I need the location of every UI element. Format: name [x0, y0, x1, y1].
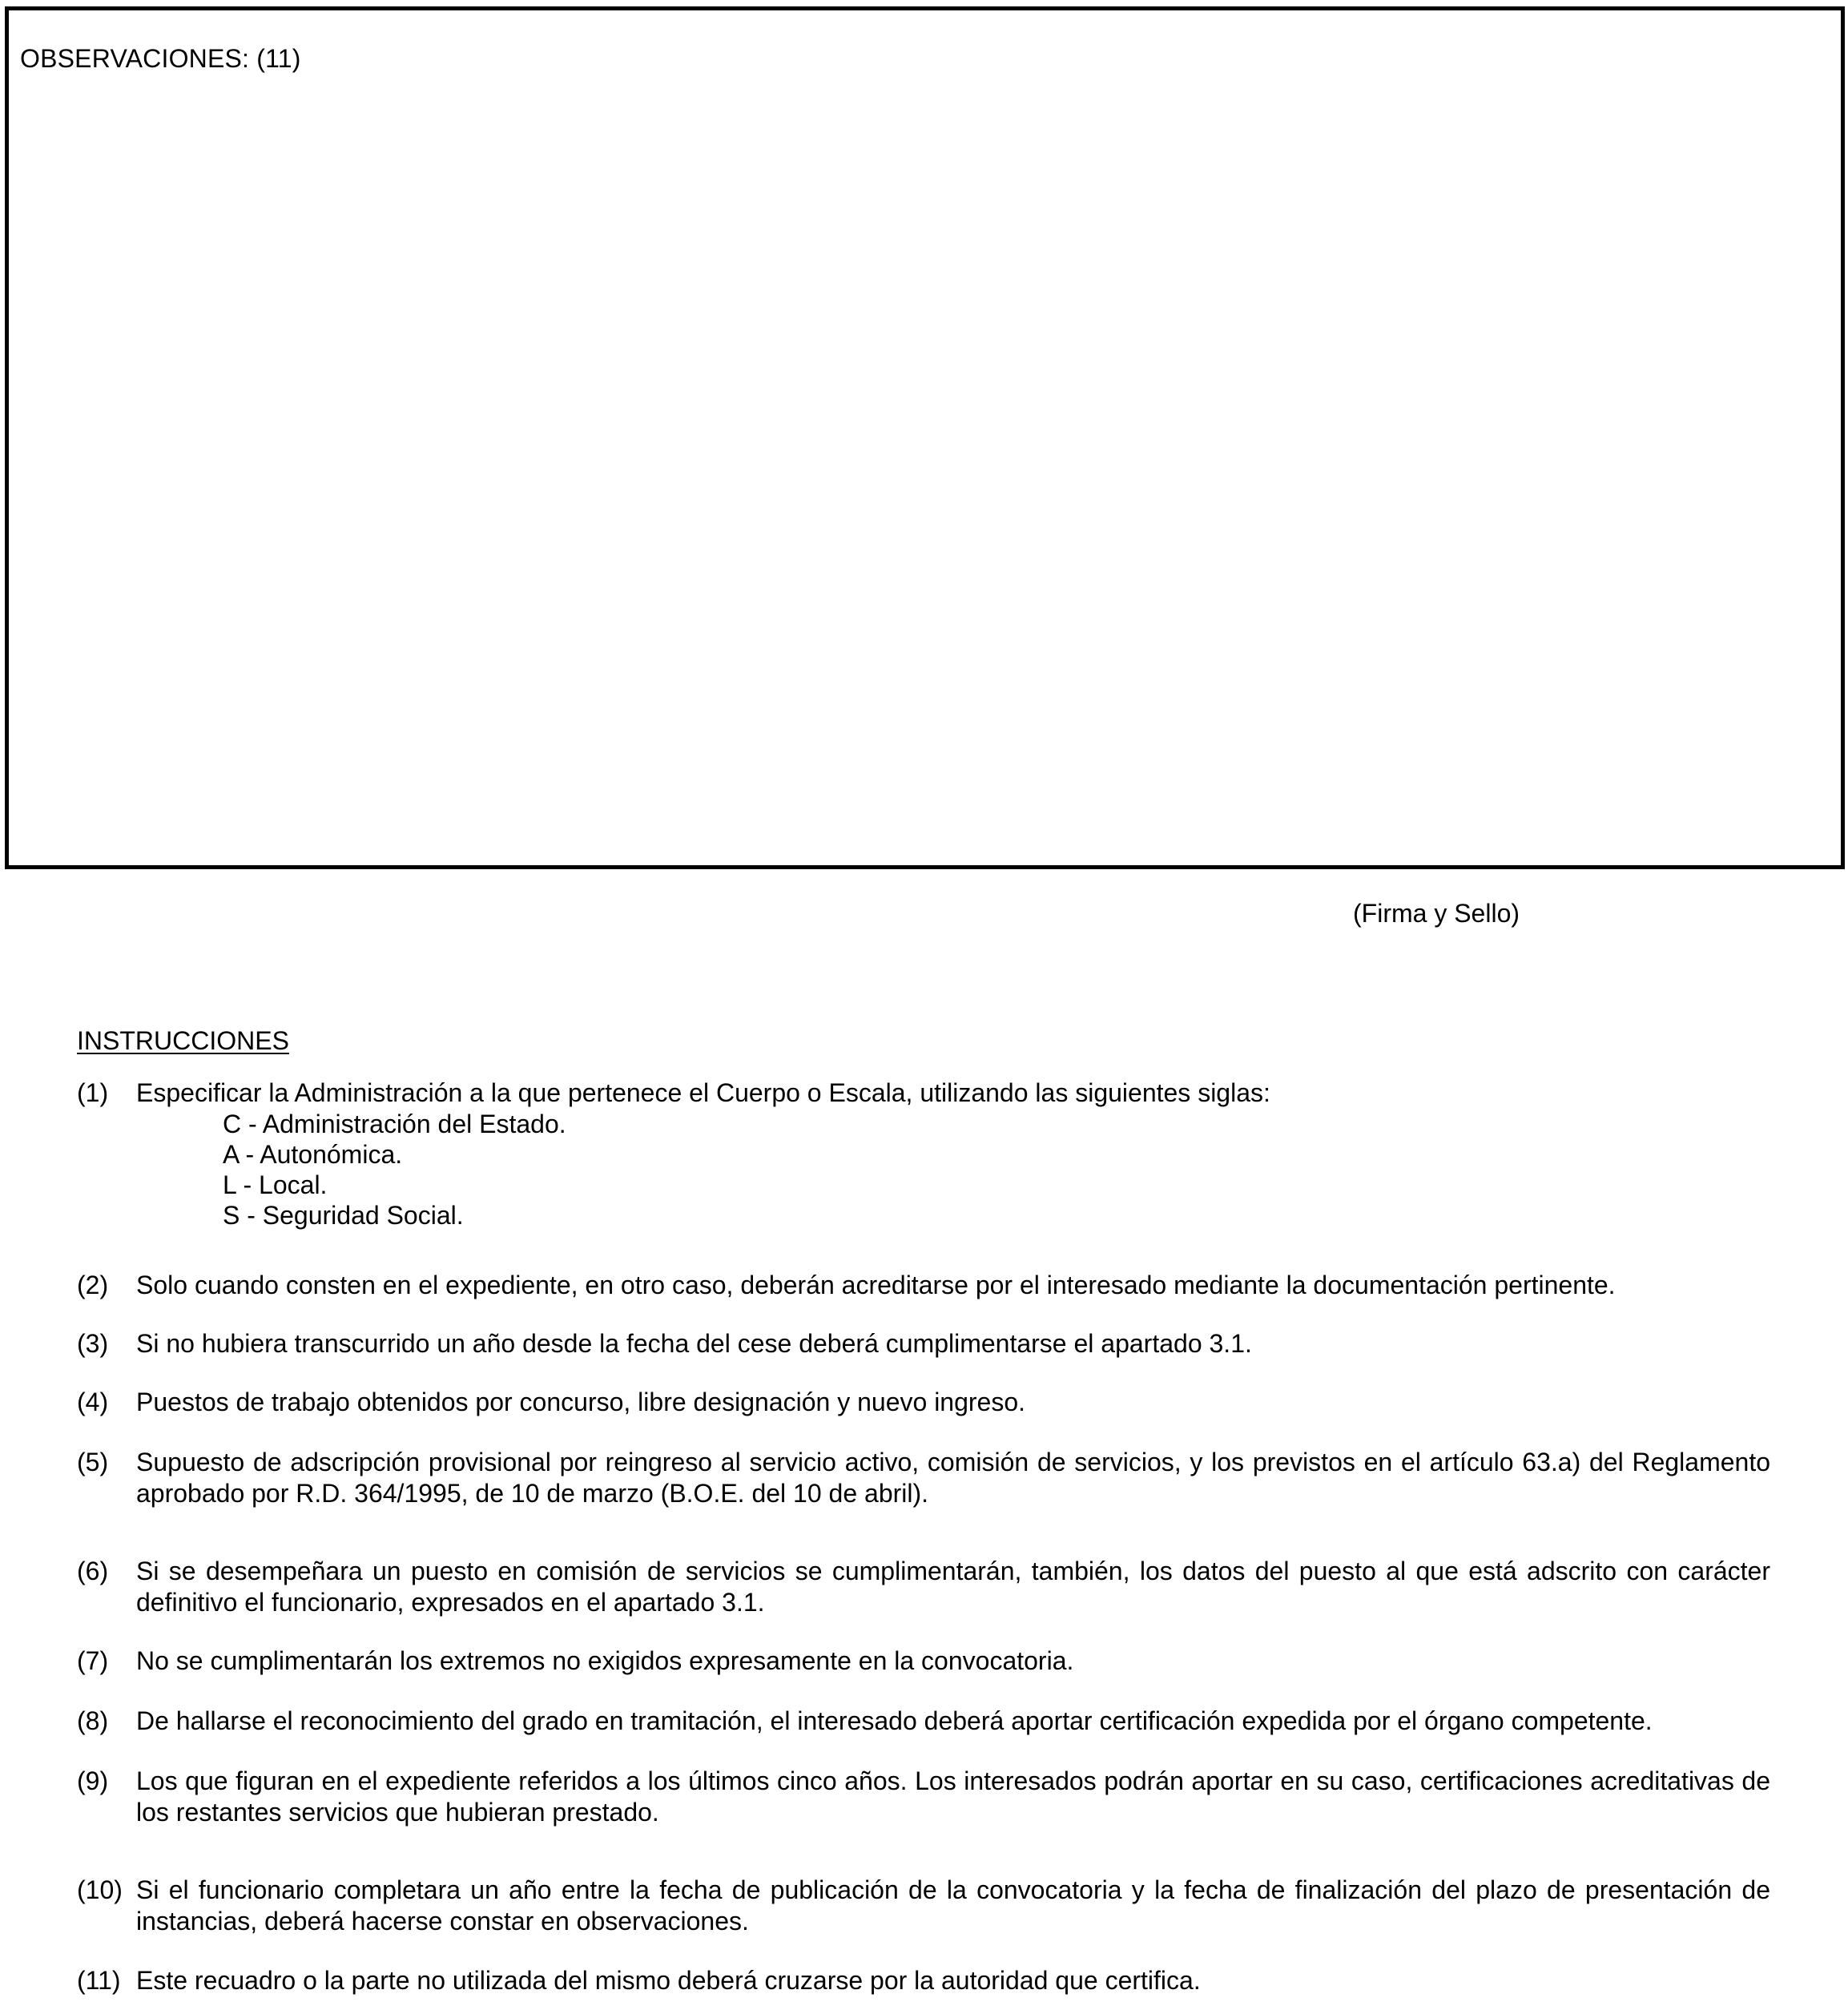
instruction-item-9 — [77, 1766, 1770, 1828]
observaciones-label: OBSERVACIONES: (11) — [20, 44, 301, 73]
instruction-text: Los que figuran en el expediente referidos a los últimos cinco años. Los interesados podrán aportar en su caso, certificaciones acreditativas de los restantes servicios que hubieran prestado. — [136, 1766, 1770, 1827]
instruction-item-10 — [77, 1875, 1770, 1937]
observaciones-box — [5, 6, 1845, 869]
instruction-number: (9) — [77, 1766, 109, 1795]
instruction-item-11 — [77, 1965, 1770, 1996]
instruction-number: (5) — [77, 1448, 109, 1476]
instruction-text: Especificar la Administración a la que pertenece el Cuerpo o Escala, utilizando las siguientes siglas: — [136, 1078, 1270, 1107]
sigla-item-s: S - Seguridad Social. — [223, 1201, 464, 1230]
instruction-item-1 — [77, 1078, 1770, 1109]
instruction-text: Supuesto de adscripción provisional por reingreso al servicio activo, comisión de servicios, y los previstos en el artículo 63.a) del Reglamento aprobado por R.D. 364/1995, de 10 de marzo (B.O.E. del 10 de abril). — [136, 1448, 1770, 1508]
instruction-item-3 — [77, 1328, 1770, 1359]
sigla-item-a: A - Autonómica. — [223, 1140, 403, 1169]
instruction-number: (4) — [77, 1388, 109, 1416]
instruction-item-2 — [77, 1270, 1770, 1301]
instruction-item-4 — [77, 1387, 1770, 1418]
instruction-text: No se cumplimentarán los extremos no exigidos expresamente en la convocatoria. — [136, 1646, 1074, 1675]
instruction-number: (6) — [77, 1557, 109, 1585]
instruction-text: Si se desempeñara un puesto en comisión de servicios se cumplimentarán, también, los datos del puesto al que está adscrito con carácter definitivo el funcionario, expresados en el apartado 3.1. — [136, 1557, 1770, 1617]
instruction-text: Este recuadro o la parte no utilizada del mismo deberá cruzarse por la autoridad que certifica. — [136, 1966, 1201, 1995]
instrucciones-title: INSTRUCCIONES — [77, 1026, 289, 1055]
instruction-item-7 — [77, 1645, 1770, 1677]
instruction-number: (10) — [77, 1875, 123, 1904]
instruction-number: (7) — [77, 1646, 109, 1675]
instruction-text: De hallarse el reconocimiento del grado en tramitación, el interesado deberá aportar certificación expedida por el órgano competente. — [136, 1706, 1653, 1735]
instruction-text: Si el funcionario completara un año entre la fecha de publicación de la convocatoria y la fecha de finalización del plazo de presentación de instancias, deberá hacerse constar en observaciones. — [136, 1875, 1770, 1935]
instruction-text: Si no hubiera transcurrido un año desde la fecha del cese deberá cumplimentarse el apartado 3.1. — [136, 1329, 1252, 1358]
instruction-number: (8) — [77, 1706, 109, 1735]
instruction-item-6 — [77, 1556, 1770, 1618]
instruction-item-8 — [77, 1706, 1770, 1737]
instruction-text: Solo cuando consten en el expediente, en otro caso, deberán acreditarse por el interesado mediante la documentación pertinente. — [136, 1271, 1616, 1299]
instruction-number: (1) — [77, 1078, 109, 1107]
instruction-number: (11) — [77, 1966, 121, 1995]
instruction-text: Puestos de trabajo obtenidos por concurso, libre designación y nuevo ingreso. — [136, 1388, 1026, 1416]
firma-y-sello-label: (Firma y Sello) — [1353, 899, 1520, 928]
instruction-number: (3) — [77, 1329, 109, 1358]
sigla-item-l: L - Local. — [223, 1170, 328, 1199]
sigla-item-c: C - Administración del Estado. — [223, 1110, 566, 1138]
instruction-item-5 — [77, 1447, 1770, 1509]
instruction-number: (2) — [77, 1271, 109, 1299]
